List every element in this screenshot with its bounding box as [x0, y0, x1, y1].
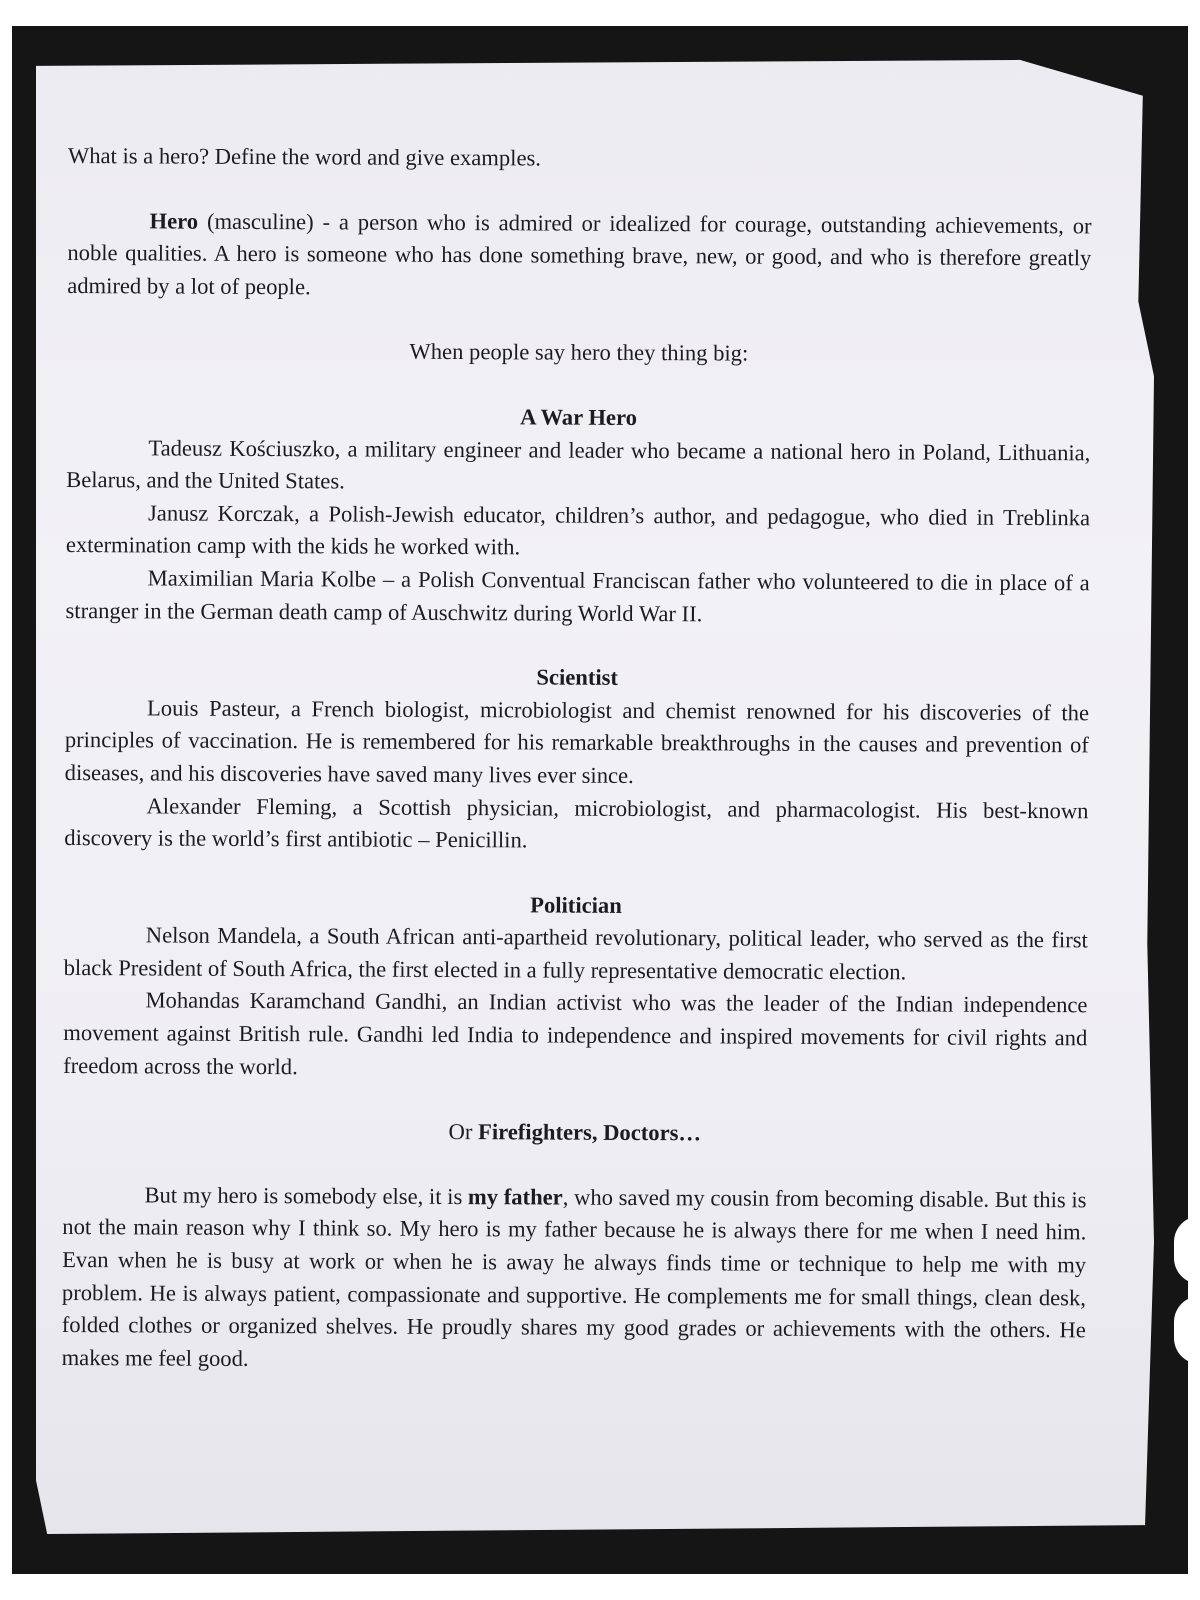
- section-politician: [63, 887, 1088, 1088]
- section-heading: A War Hero: [520, 404, 637, 430]
- section-paragraph: Alexander Fleming, a Scottish physician, microbiologist, and pharmacologist. His best-known discovery is the world’s first antibiotic – Penicillin.: [64, 792, 1089, 853]
- definition-text: (masculine) - a person who is admired or idealized for courage, outstanding achievements, or noble qualities. A hero is someone who has done something brave, new, or good, and who is therefore greatly admired by a lot of people.: [67, 208, 1092, 300]
- section-heading: Politician: [530, 892, 622, 918]
- essay-page: [62, 140, 1092, 1380]
- section-paragraph: Louis Pasteur, a French biologist, microbiologist and chemist renowned for his discoveries of the principles of vaccination. He is remembered for his remarkable breakthroughs in the causes and prevention of diseases, and his discoveries have saved many lives ever since.: [64, 695, 1090, 788]
- essay-question: What is a hero? Define the word and give examples.: [67, 142, 542, 171]
- section-paragraph: Tadeusz Kościuszko, a military engineer and leader who became a national hero in Poland, Lithuania, Belarus, and the United States.: [66, 434, 1091, 494]
- section-war-hero: [65, 399, 1090, 633]
- conclusion-before: But my hero is somebody else, it is: [144, 1182, 469, 1209]
- conclusion-bold: my father: [467, 1183, 563, 1210]
- section-heading: Scientist: [536, 664, 619, 691]
- section-scientist: [64, 659, 1089, 860]
- others-prefix: Or: [448, 1119, 479, 1145]
- section-paragraph: Janusz Korczak, a Polish-Jewish educator, children’s author, and pedagogue, who died in Treblinka extermination camp with the kids he worked with.: [65, 500, 1091, 560]
- intro-line: When people say hero they thing big:: [409, 339, 749, 366]
- conclusion-paragraph: [62, 1179, 1087, 1380]
- definition-paragraph: [67, 205, 1091, 308]
- definition-term: Hero: [149, 208, 199, 234]
- section-paragraph: Nelson Mandela, a South African anti-apartheid revolutionary, political leader, who served as the first black President of South Africa, the first elected in a fully representative democratic election.: [63, 922, 1088, 985]
- others-bold: Firefighters, Doctors…: [478, 1119, 702, 1146]
- conclusion-after: , who saved my cousin from becoming disable. But this is not the main reason why I think so. My hero is my father because he is always there for me when I need him. Evan when he is busy at work or when he is away he always finds time or technique to help me with my problem. He is always patient, compassionate and supportive. He complements me for small things, clean desk, folded clothes or organized shelves. He proudly shares my good grades or achievements with the others. He makes me feel good.: [61, 1184, 1087, 1371]
- section-paragraph: Maximilian Maria Kolbe – a Polish Conventual Franciscan father who volunteered to die in place of a stranger in the German death camp of Auschwitz during World War II.: [65, 565, 1090, 626]
- section-paragraph: Mohandas Karamchand Gandhi, an Indian activist who was the leader of the Indian independence movement against British rule. Gandhi led India to independence and inspired movements for civil rights and freedom across the world.: [63, 987, 1088, 1079]
- others-line: [63, 1114, 1087, 1152]
